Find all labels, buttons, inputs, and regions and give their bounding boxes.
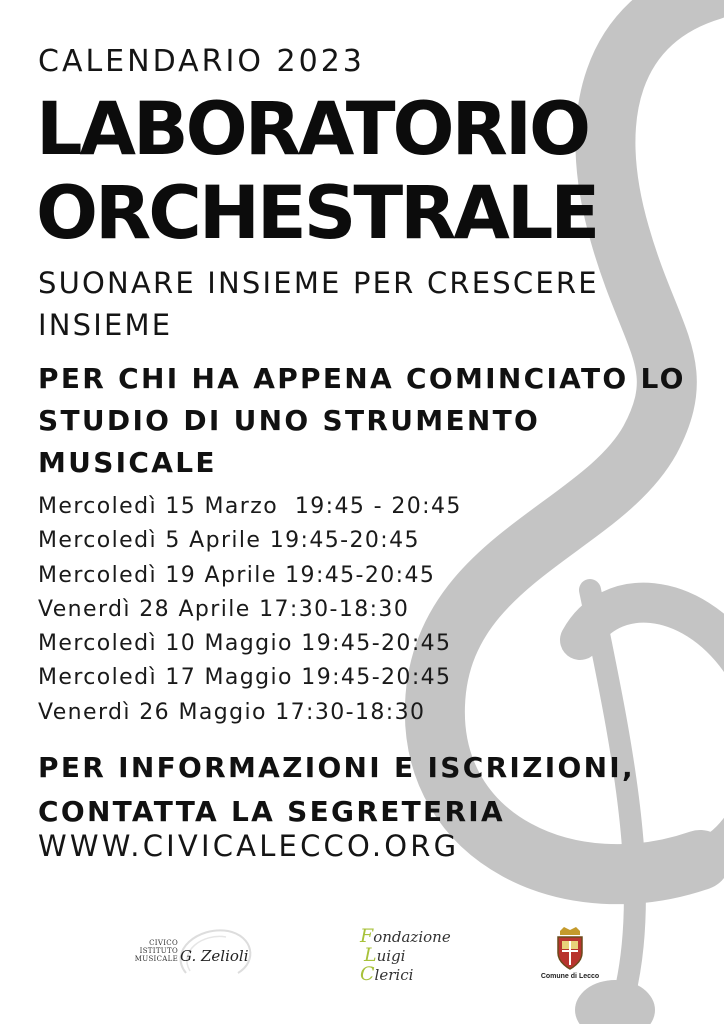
- schedule-item: Venerdì 26 Maggio 17:30-18:30: [38, 699, 426, 725]
- logo-fondazione-clerici: [350, 925, 470, 995]
- info-heading: PER INFORMAZIONI E ISCRIZIONI, CONTATTA LA SEGRETERIA: [38, 751, 635, 828]
- sponsor-logos: [0, 905, 724, 1005]
- calendar-year-label: CALENDARIO 2023: [38, 44, 365, 79]
- zelioli-institute-name: CIVICO ISTITUTO MUSICALE: [134, 939, 178, 963]
- title-line-2: ORCHESTRALE: [36, 171, 598, 256]
- logo-comune-di-lecco: [540, 925, 600, 987]
- schedule-item: Venerdì 28 Aprile 17:30-18:30: [38, 596, 410, 622]
- zelioli-signature: G. Zelioli: [180, 947, 249, 965]
- subtitle: SUONARE INSIEME PER CRESCERE INSIEME: [38, 266, 599, 342]
- page-title: [36, 88, 597, 256]
- clerici-wordmark: Fondazione Luigi Clerici: [360, 925, 451, 985]
- audience-heading: PER CHI HA APPENA COMINCIATO LO STUDIO DI UNO STRUMENTO MUSICALE: [38, 362, 686, 479]
- title-line-1: LABORATORIO: [36, 87, 589, 172]
- logo-istituto-zelioli: [128, 921, 268, 981]
- schedule-item: Mercoledì 10 Maggio 19:45-20:45: [38, 631, 452, 657]
- website-link[interactable]: WWW.CIVICALECCO.ORG: [38, 829, 460, 863]
- coat-of-arms-icon: [540, 925, 600, 971]
- schedule-item: Mercoledì 15 Marzo 19:45 - 20:45: [38, 494, 462, 519]
- schedule-item: Mercoledì 19 Aprile 19:45-20:45: [38, 562, 436, 588]
- schedule-list: [38, 490, 462, 730]
- schedule-item: Mercoledì 17 Maggio 19:45-20:45: [38, 665, 452, 691]
- schedule-item: Mercoledì 5 Aprile 19:45-20:45: [38, 528, 420, 554]
- lecco-label: Comune di Lecco: [540, 973, 600, 980]
